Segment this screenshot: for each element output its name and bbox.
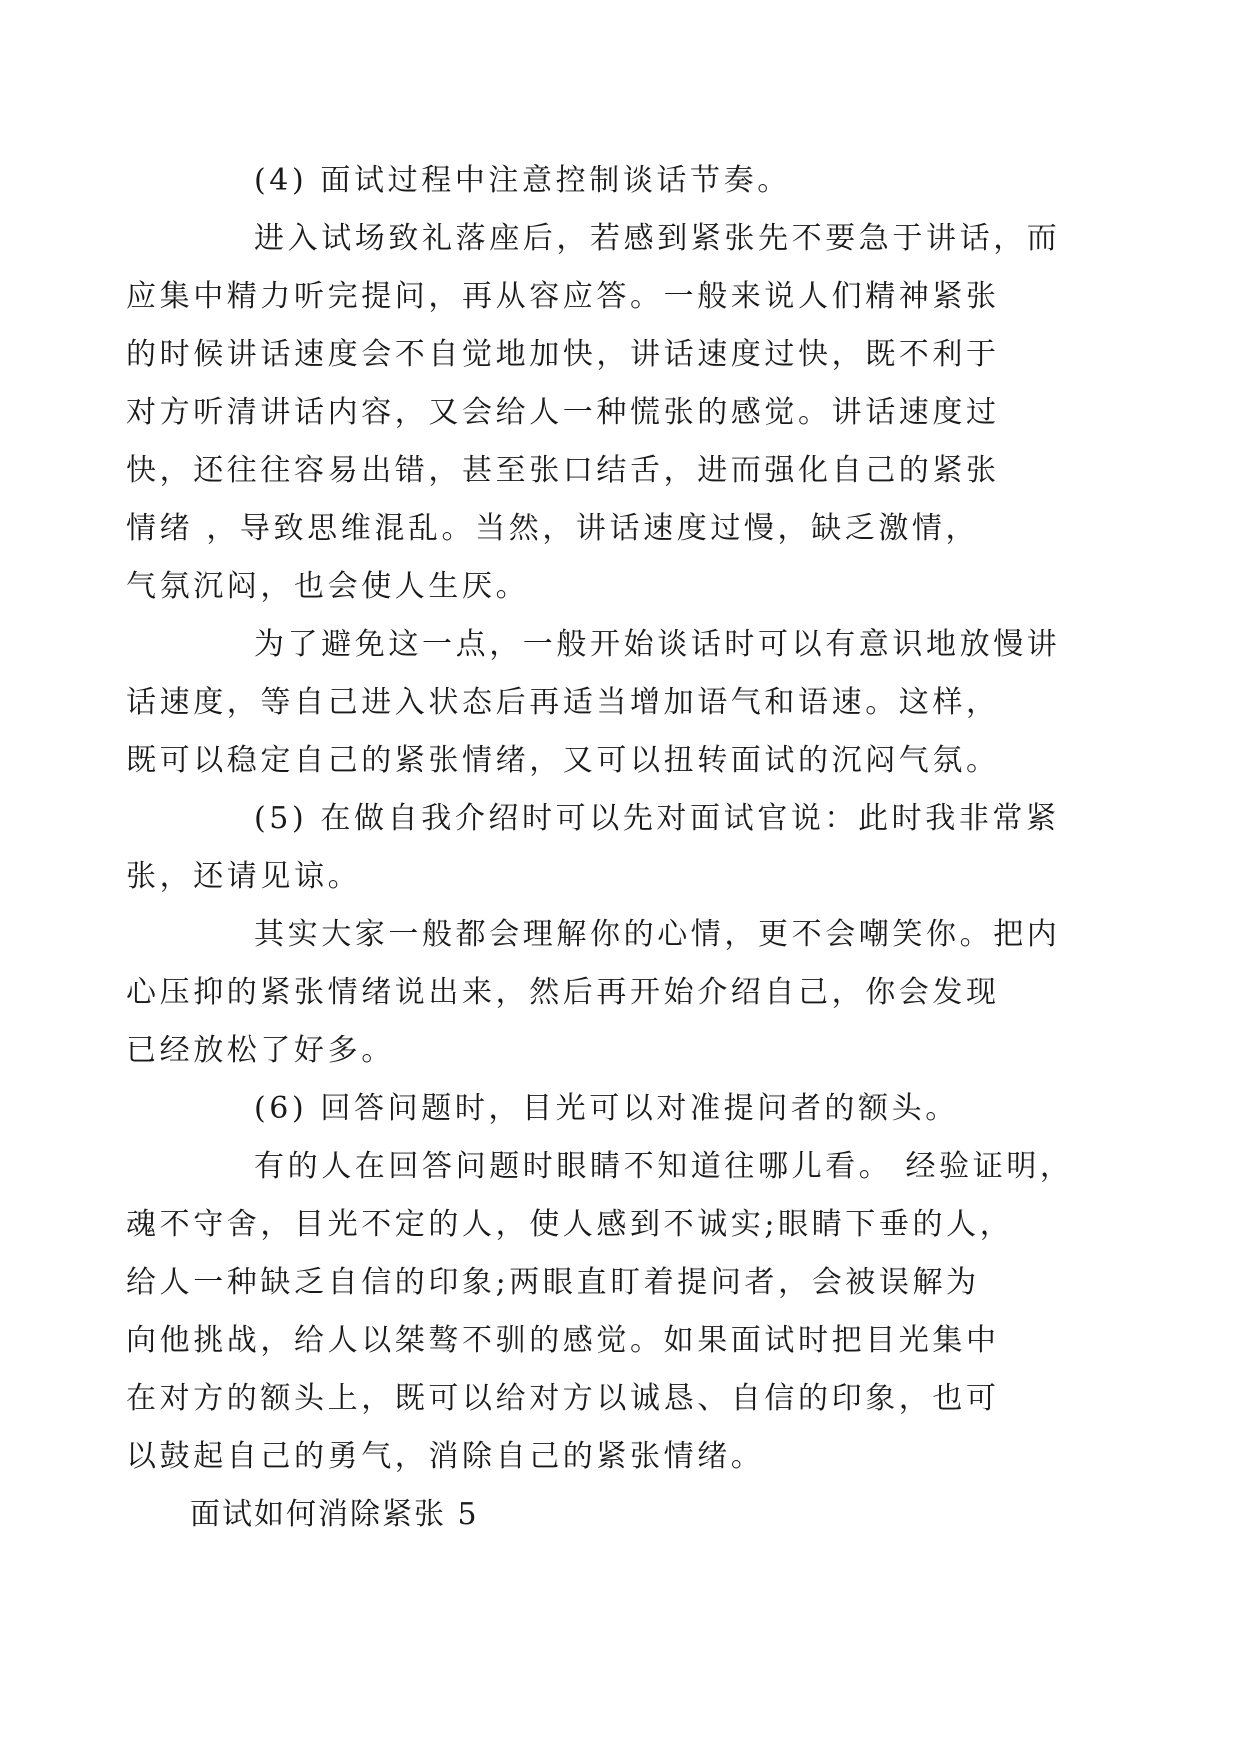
text-line: 的时候讲话速度会不自觉地加快，讲话速度过快，既不利于 [126,337,1000,372]
section-title [190,1486,1060,1544]
text-line: 在对方的额头上，既可以给对方以诚恳、自信的印象，也可 [126,1381,1000,1416]
text-line: 以鼓起自己的勇气，消除自己的紧张情绪。 [126,1439,765,1474]
text-line: 话速度，等自己进入状态后再适当增加语气和语速。这样， [126,685,1000,720]
text-line: 对方听清讲话内容，又会给人一种慌张的感觉。讲话速度过 [126,395,1000,430]
text-line: (6) 回答问题时，目光可以对准提问者的额头。 [254,1091,959,1126]
document-body [126,152,1074,1544]
paragraph-item-5-heading [126,790,1060,906]
text-line: 为了避免这一点，一般开始谈话时可以有意识地放慢讲 [254,627,1061,662]
text-line: 面试如何消除紧张 5 [190,1497,479,1532]
text-line: 情绪 ，导致思维混乱。当然，讲话速度过慢，缺乏激情， [126,511,980,546]
paragraph-understanding [126,906,1061,1080]
text-line: 给人一种缺乏自信的印象;两眼直盯着提问者，会被误解为 [126,1265,980,1300]
text-line: 心压抑的紧张情绪说出来，然后再开始介绍自己，你会发现 [126,975,1000,1010]
text-line: 有的人在回答问题时眼睛不知道往哪儿看。 经验证明， [254,1149,1074,1184]
text-line: 进入试场致礼落座后，若感到紧张先不要急于讲话，而 [254,221,1061,256]
text-line: 魂不守舍，目光不定的人，使人感到不诚实;眼睛下垂的人， [126,1207,1014,1242]
paragraph-item-4-heading [190,152,1060,210]
text-line: 向他挑战，给人以桀骜不驯的感觉。如果面试时把目光集中 [126,1323,1000,1358]
text-line: (4) 面试过程中注意控制谈话节奏。 [254,163,791,198]
text-line: (5) 在做自我介绍时可以先对面试官说：此时我非常紧 [254,801,1060,836]
paragraph-slow-down [126,616,1061,790]
paragraph-speaking-pace [126,210,1061,616]
text-line: 快，还往往容易出错，甚至张口结舌，进而强化自己的紧张 [126,453,1000,488]
text-line: 已经放松了好多。 [126,1033,395,1068]
paragraph-eye-contact [126,1138,1074,1486]
text-line: 既可以稳定自己的紧张情绪，又可以扭转面试的沉闷气氛。 [126,743,1000,778]
text-line: 张，还请见谅。 [126,859,362,894]
paragraph-item-6-heading [190,1080,1060,1138]
text-line: 气氛沉闷，也会使人生厌。 [126,569,530,604]
text-line: 其实大家一般都会理解你的心情，更不会嘲笑你。把内 [254,917,1061,952]
text-line: 应集中精力听完提问，再从容应答。一般来说人们精神紧张 [126,279,1000,314]
